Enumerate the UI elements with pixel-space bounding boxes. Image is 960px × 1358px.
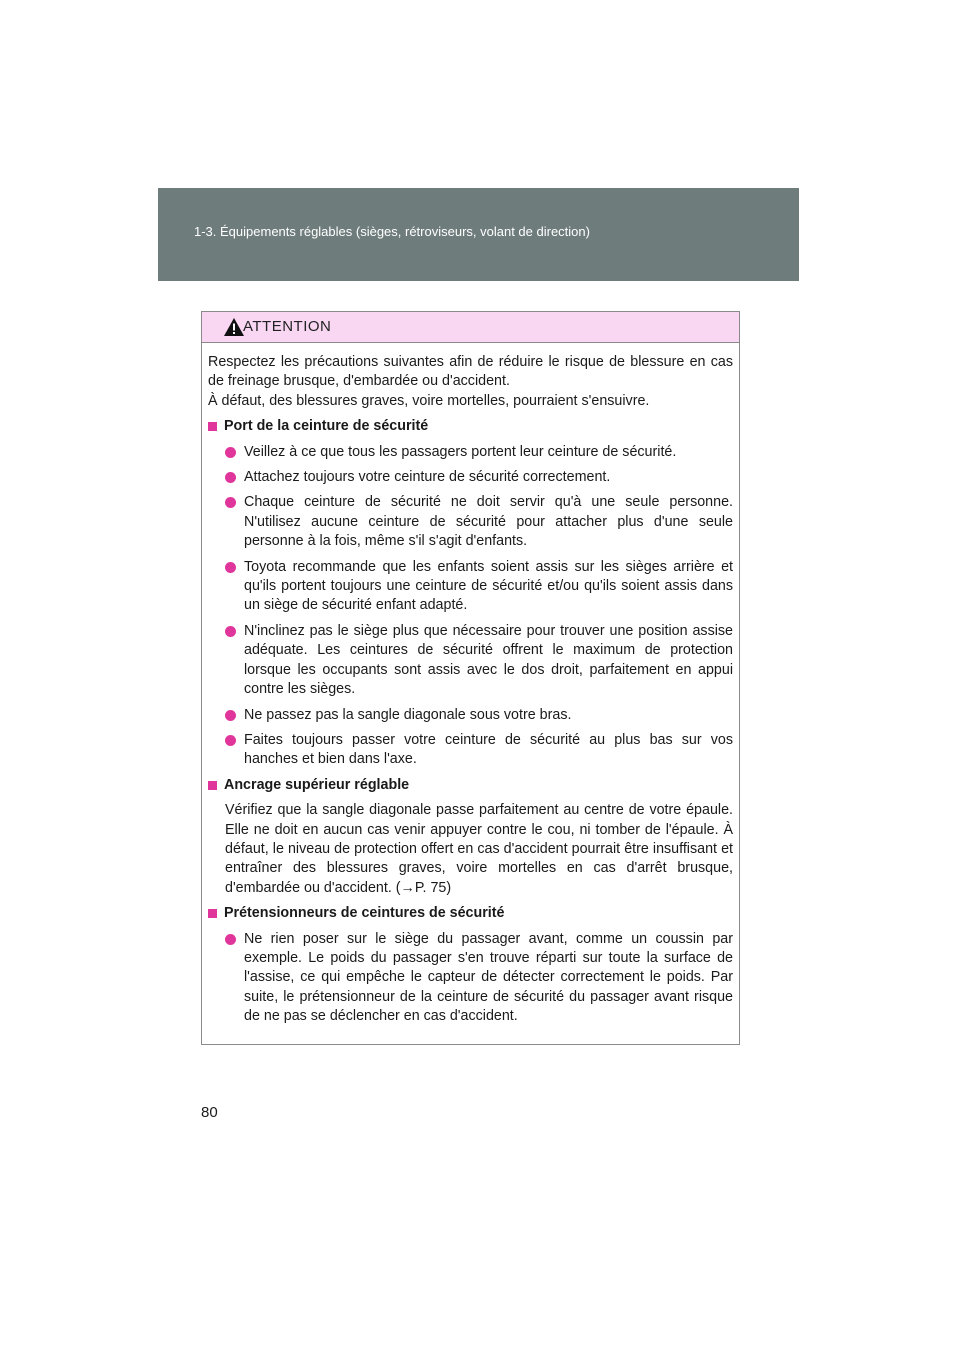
list-item [208,930,733,1027]
list-item [208,443,733,462]
section-heading [208,417,733,436]
warning-box [201,311,740,1045]
list-item-text: Veillez à ce que tous les passagers portent leur ceinture de sécurité. [244,443,677,460]
section-heading-text: Port de la ceinture de sécurité [224,418,429,435]
circle-bullet-icon [225,934,236,945]
list-item-text: N'inclinez pas le siège plus que nécessaire pour trouver une position assise adéquate. Les ceintures de sécurité offrent le maximum de protection lorsque les occupants sont assis avec le dos droit, parfaitement en appui contre les sièges. [244,622,733,698]
list-item-text: Toyota recommande que les enfants soient assis sur les sièges arrière et qu'ils portent toujours une ceinture de sécurité et/ou qu'ils soient assis dans un siège de sécurité enfant adapté. [244,558,733,614]
square-bullet-icon [208,422,217,431]
warning-intro-line-1: Respectez les précautions suivantes afin de réduire le risque de blessure en cas de freinage brusque, d'embardée ou d'accident. [208,354,733,390]
warning-intro-line-2: À défaut, des blessures graves, voire mortelles, pourraient s'ensuivre. [208,392,650,409]
circle-bullet-icon [225,710,236,721]
list-item-text: Ne rien poser sur le siège du passager avant, comme un coussin par exemple. Le poids du passager s'en trouve réparti sur toute la surface de l'assise, ce qui empêche le capteur de détecter correctement le poids. Par suite, le prétensionneur de la ceinture de sécurité du passager avant risque de ne pas se déclencher en cas d'accident. [244,930,733,1025]
section-heading-text: Ancrage supérieur réglable [224,776,410,793]
list-item [208,493,733,551]
warning-header [202,312,739,343]
circle-bullet-icon [225,626,236,637]
page-number: 80 [201,1104,218,1121]
list-item [208,706,733,725]
section-heading [208,904,733,923]
list-item-text: Attachez toujours votre ceinture de sécurité correctement. [244,469,611,486]
warning-label: ATTENTION [243,318,332,335]
section-header-band [158,188,799,281]
section-title: 1-3. Équipements réglables (sièges, rétroviseurs, volant de direction) [194,224,590,239]
list-item [208,731,733,770]
warning-triangle-icon [223,317,245,337]
circle-bullet-icon [225,472,236,483]
circle-bullet-icon [225,562,236,573]
list-item-text: Ne passez pas la sangle diagonale sous votre bras. [244,706,572,723]
circle-bullet-icon [225,735,236,746]
warning-intro [208,353,733,411]
list-item [208,558,733,616]
circle-bullet-icon [225,497,236,508]
list-item [208,468,733,487]
section-heading-text: Prétensionneurs de ceintures de sécurité [224,905,505,922]
section-heading [208,776,733,795]
square-bullet-icon [208,909,217,918]
list-item-text: Faites toujours passer votre ceinture de sécurité au plus bas sur vos hanches et bien dans l'axe. [244,731,733,768]
list-item-text: Chaque ceinture de sécurité ne doit servir qu'à une seule personne. N'utilisez aucune ceinture de sécurité pour attacher plus d'une seule personne à la fois, même s'il s'agit d'enfants. [244,494,733,550]
circle-bullet-icon [225,447,236,458]
list-item [208,622,733,700]
section-paragraph: Vérifiez que la sangle diagonale passe parfaitement au centre de votre épaule. Elle ne doit en aucun cas venir appuyer contre le cou, ni tomber de l'épaule. À défaut, le niveau de protection offert en cas d'accident pourrait être insuffisant et entraîner des blessures graves, voire mortelles en cas d'arrêt brusque, d'embardée ou d'accident. (→P. 75) [225,802,733,896]
warning-body [202,343,739,1027]
square-bullet-icon [208,781,217,790]
